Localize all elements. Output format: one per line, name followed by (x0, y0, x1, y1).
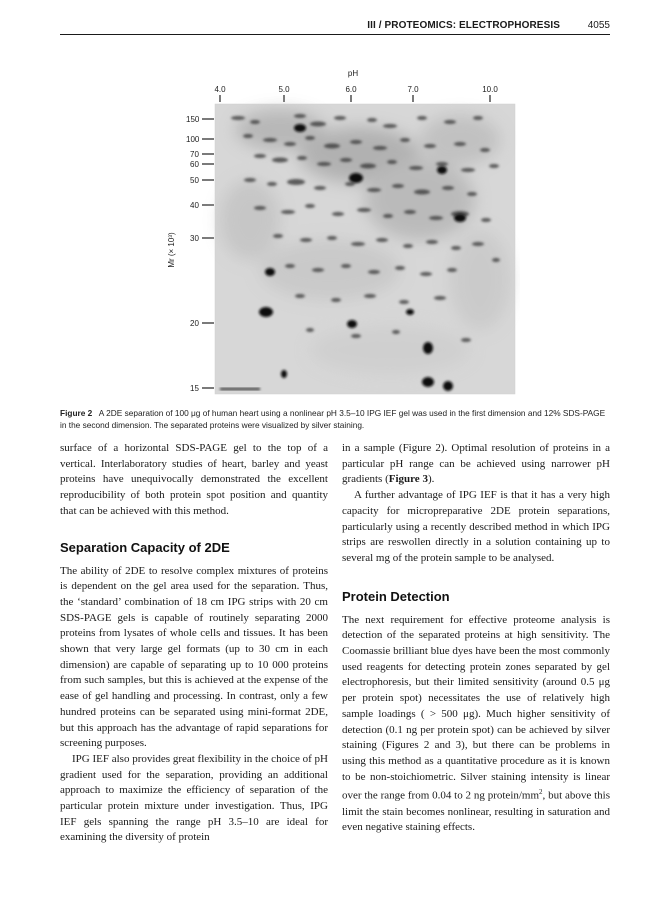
paragraph-text: , but above this limit the stain becomes nonlinear, resulting in saturation and even negative staining effects. (342, 790, 610, 834)
paragraph-text: in a sample (Figure 2). Optimal resolution of proteins in a particular pH range can be achieved using narrower pH gradients ( (342, 442, 610, 486)
page-number: 4055 (587, 20, 610, 31)
section-heading: Protein Detection (342, 588, 450, 604)
ph-tick-label: 6.0 (345, 85, 357, 94)
figure-reference: Figure 3 (388, 473, 428, 486)
right-column (342, 441, 610, 836)
ph-tick-label: 5.0 (278, 85, 290, 94)
left-column (60, 441, 328, 846)
mr-tick-label: 20 (190, 319, 199, 328)
section-heading: Separation Capacity of 2DE (60, 539, 230, 555)
superscript: 2 (539, 788, 543, 797)
paragraph-text: ). (427, 473, 435, 486)
ph-tick-label: 7.0 (407, 85, 419, 94)
paragraph: IPG IEF also provides great flexibility in the choice of pH gradient used for the separation, providing an additional approach to maximize the efficiency of separation of the particular protein mixture under investigation. Thus, IPG IEF gels spanning the range pH 3.5–10 are ideal for examining the diversity of protein (60, 752, 328, 844)
running-header (60, 18, 610, 35)
ph-axis-title: pH (347, 69, 359, 78)
ph-tick-label: 4.0 (214, 85, 226, 94)
mr-tick-label: 150 (186, 115, 200, 124)
mr-tick-label: 30 (190, 234, 199, 243)
ph-tick-label: 10.0 (482, 85, 498, 94)
mr-tick-label: 15 (190, 384, 199, 393)
mr-axis-title: Mr (× 10³) (167, 232, 176, 268)
figure-label: Figure 2 (60, 408, 93, 418)
mr-tick-label: 50 (190, 176, 199, 185)
paragraph (342, 441, 610, 488)
paragraph: surface of a horizontal SDS-PAGE gel to the top of a vertical. Interlaboratory studies of heart, barley and yeast proteins have unequivocally demonstrated the excellent reproducibility of both protein spot position and quantity that can be achieved with this method. (60, 442, 328, 517)
mr-ticks (186, 115, 214, 393)
paragraph-text: The next requirement for effective proteome analysis is detection of the separated proteins at high sensitivity. The Coomassie brilliant blue dyes have been the most commonly used reagents for detecting protein zones separated by gel electrophoresis, but their limited sensitivity (around 0.5 μg per protein spot) necessitates the use of relatively high sample loadings ( > 500 μg). Much higher sensitivity of detection (0.1 ng per protein spot) can be achieved by silver staining (Figures 2 and 3), but there can be problems in using this method as a quantitative procedure as it is known to be non-stoichiometric. Silver staining intensity is linear over the range from 0.04 to 2 ng protein/mm (342, 613, 610, 803)
mr-tick-label: 40 (190, 201, 199, 210)
mr-tick-label: 100 (186, 135, 200, 144)
section-title: III / PROTEOMICS: ELECTROPHORESIS (367, 20, 560, 31)
paragraph (342, 613, 610, 837)
mr-tick-label: 70 (190, 150, 199, 159)
gel-figure (160, 60, 520, 400)
mr-tick-label: 60 (190, 160, 199, 169)
figure-caption (60, 407, 610, 431)
figure-caption-text: A 2DE separation of 100 μg of human heart using a nonlinear pH 3.5–10 IPG IEF gel was used in the first dimension and 12% SDS-PAGE in the second dimension. The separated proteins were visualized by silver staining. (60, 408, 606, 430)
paragraph: The ability of 2DE to resolve complex mixtures of proteins is dependent on the gel area used for the separation. Thus, the ‘standard’ combination of 18 cm IPG strips with 20 cm SDS-PAGE gels is capable of routinely separating 2000 proteins from lysates of whole cells and tissues. It has been shown that very large gel formats (up to 30 cm in each dimension) are capable of separating up to 10 000 proteins from such samples, but this is achieved at the expense of the ease of gel handling and processing. In contrast, only a few hundred proteins can be separated using mini-format 2DE, but this approach has the advantage of rapid separations for screening purposes. (60, 564, 328, 750)
ph-ticks (214, 85, 498, 102)
gel-image (215, 104, 515, 394)
gel-svg (160, 60, 520, 400)
paragraph: A further advantage of IPG IEF is that it has a very high capacity for micropreparative 2DE protein separations, particularly using a recently described method in which IPG strips are reswollen directly in a solution containing up to several mg of the protein sample to be analysed. (342, 489, 610, 564)
